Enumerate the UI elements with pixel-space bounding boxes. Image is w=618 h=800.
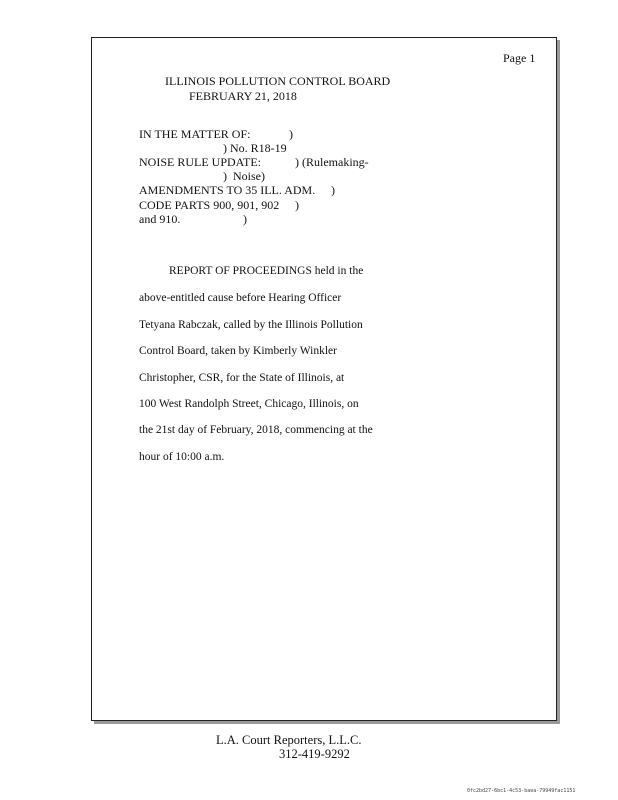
footer-company: L.A. Court Reporters, L.L.C.	[216, 733, 362, 747]
body-line: 100 West Randolph Street, Chicago, Illinois, on	[139, 398, 359, 410]
caption-paren: )	[243, 212, 247, 226]
caption-line-matter: IN THE MATTER OF:	[139, 127, 251, 141]
document-id: 0fc2bd27-6bc1-4c53-baea-79949fac1151	[467, 788, 576, 794]
body-line: Christopher, CSR, for the State of Illinois, at	[139, 372, 345, 384]
body-line: above-entitled cause before Hearing Officer	[139, 292, 342, 304]
caption-paren: )	[295, 198, 299, 212]
caption-paren: )	[289, 127, 293, 141]
body-line: hour of 10:00 a.m.	[139, 451, 225, 463]
footer-phone: 312-419-9292	[279, 747, 350, 761]
caption-line-noise-rule: NOISE RULE UPDATE:	[139, 155, 261, 169]
caption-paren: )	[331, 183, 335, 197]
body-line: Tetyana Rabczak, called by the Illinois Pollution	[139, 319, 363, 331]
caption-rulemaking: ) (Rulemaking-	[295, 155, 369, 169]
caption-noise: ) Noise)	[223, 169, 265, 183]
body-line: the 21st day of February, 2018, commencing at the	[139, 424, 373, 436]
body-line: Control Board, taken by Kimberly Winkler	[139, 345, 337, 357]
caption-line-code-parts: CODE PARTS 900, 901, 902	[139, 198, 280, 212]
page-number: Page 1	[503, 51, 536, 65]
caption-line-amendments: AMENDMENTS TO 35 ILL. ADM.	[139, 183, 316, 197]
caption-line-and-910: and 910.	[139, 212, 181, 226]
header-date: FEBRUARY 21, 2018	[189, 89, 297, 103]
body-line: REPORT OF PROCEEDINGS held in the	[169, 265, 364, 277]
caption-docket-number: ) No. R18-19	[223, 141, 287, 155]
header-board-name: ILLINOIS POLLUTION CONTROL BOARD	[165, 74, 391, 88]
